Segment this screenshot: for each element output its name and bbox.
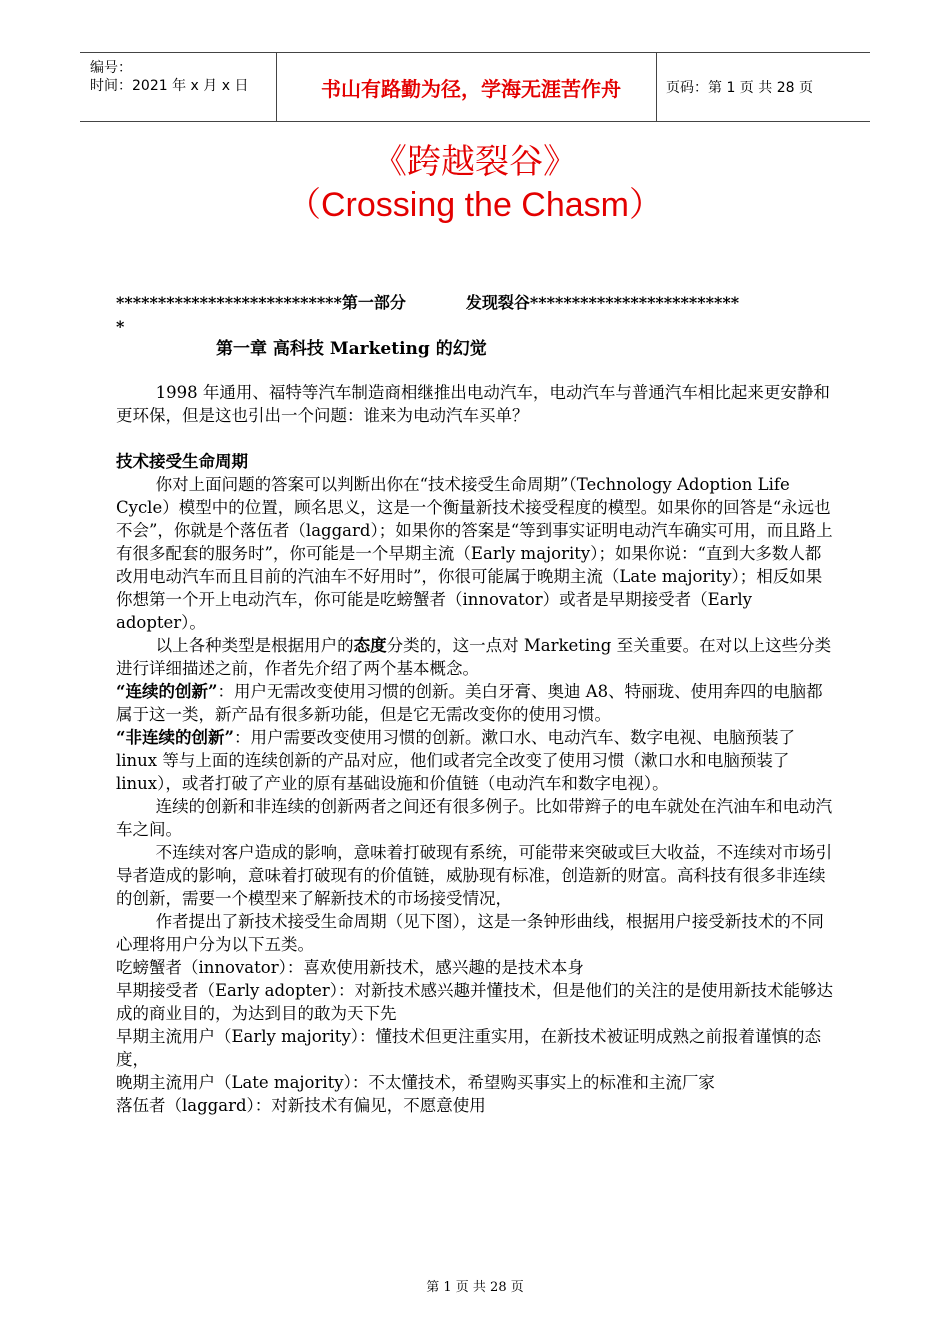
chapter-heading: 第一章 高科技 Marketing 的幻觉 (216, 339, 487, 359)
term: “连续的创新” (116, 682, 218, 701)
definition (116, 680, 836, 726)
section-heading: 技术接受生命周期 (116, 452, 248, 471)
paragraph: 不连续对客户造成的影响，意味着打破现有系统，可能带来突破或巨大收益，不连续对市场引导者造成的影响，意味着打破现有的价值链，威胁现有标准，创造新的财富。高科技有很多非连续的创新，需要一个模型来了解新技术的市场接受情况， (116, 843, 833, 908)
document-title: 《跨越裂谷》 (373, 142, 577, 182)
list-item: 吃螃蟹者（innovator）：喜欢使用新技术，感兴趣的是技术本身 (116, 958, 584, 977)
paragraph-text: 分类的，这一点对 Marketing 至关重要。在对以上这些分类进行详细描述之前，作者先介绍了两个基本概念。 (116, 636, 832, 678)
definition-text: ：用户需要改变使用习惯的创新。漱口水、电动汽车、数字电视、电脑预装了 linux 等与上面的连续创新的产品对应，他们或者完全改变了使用习惯（漱口水和电脑预装了 linux），或者打破了产业的原有基础设施和价值链（电动汽车和数字电视）。 (116, 728, 795, 793)
page-header (80, 52, 870, 122)
part-wrap: * (116, 317, 125, 336)
emphasis: 态度 (353, 636, 387, 655)
document-subtitle: （Crossing the Chasm） (286, 186, 663, 224)
list-item: 早期接受者（Early adopter）：对新技术感兴趣并懂技术，但是他们的关注的是使用新技术能够达成的商业目的，为达到目的敢为天下先 (116, 981, 834, 1023)
header-page-info: 页码：第 1 页 共 28 页 (666, 80, 813, 96)
definition-text: ：用户无需改变使用习惯的创新。美白牙膏、奥迪 A8、特丽珑、使用奔四的电脑都属于这一类，新产品有很多新功能，但是它无需改变你的使用习惯。 (116, 682, 823, 724)
term: “非连续的创新” (116, 728, 234, 747)
paragraph (116, 634, 836, 680)
part-heading (116, 291, 846, 339)
number-label: 编号： (90, 60, 132, 76)
paragraph: 连续的创新和非连续的创新两者之间还有很多例子。比如带辫子的电车就处在汽油车和电动汽车之间。 (116, 797, 833, 839)
definition (116, 726, 836, 795)
time-label: 时间：2021 年 x 月 x 日 (90, 78, 249, 94)
header-motto: 书山有路勤为径，学海无涯苦作舟 (321, 77, 621, 101)
paragraph: 你对上面问题的答案可以判断出你在“技术接受生命周期”（Technology Adoption Life Cycle）模型中的位置，顾名思义，这是一个衡量新技术接受程度的模型。如果你的回答是“永远也不会”，你就是个落伍者（laggard）；如果你的答案是“等到事实证明电动汽车确实可用，而且路上有很多配套的服务时”，你可能是一个早期主流（Early majority）；如果你说：“直到大多数人都改用电动汽车而且目前的汽油车不好用时”，你很可能属于晚期主流（Late majority）；相反如果你想第一个开上电动汽车，你可能是吃螃蟹者（innovator）或者是早期接受者（Early adopter）。 (116, 475, 833, 632)
paragraph: 1998 年通用、福特等汽车制造商相继推出电动汽车，电动汽车与普通汽车相比起来更安静和更环保，但是这也引出一个问题：谁来为电动汽车买单？ (116, 383, 830, 425)
header-divider (276, 53, 277, 121)
paragraph-text: 以上各种类型是根据用户的 (155, 636, 354, 655)
list-item: 早期主流用户（Early majority）：懂技术但更注重实用，在新技术被证明成熟之前报着谨慎的态度， (116, 1027, 822, 1069)
header-divider (656, 53, 657, 121)
document-body (116, 381, 836, 1117)
paragraph: 作者提出了新技术接受生命周期（见下图），这是一条钟形曲线，根据用户接受新技术的不同心理将用户分为以下五类。 (116, 912, 824, 954)
list-item: 晚期主流用户（Late majority）：不太懂技术，希望购买事实上的标准和主流厂家 (116, 1073, 715, 1092)
list-item: 落伍者（laggard）：对新技术有偏见，不愿意使用 (116, 1096, 486, 1115)
header-meta (90, 59, 275, 95)
part-name: 发现裂谷************************* (465, 293, 740, 312)
page-footer: 第 1 页 共 28 页 (426, 1280, 524, 1295)
part-label: ***************************第一部分 (116, 293, 406, 312)
